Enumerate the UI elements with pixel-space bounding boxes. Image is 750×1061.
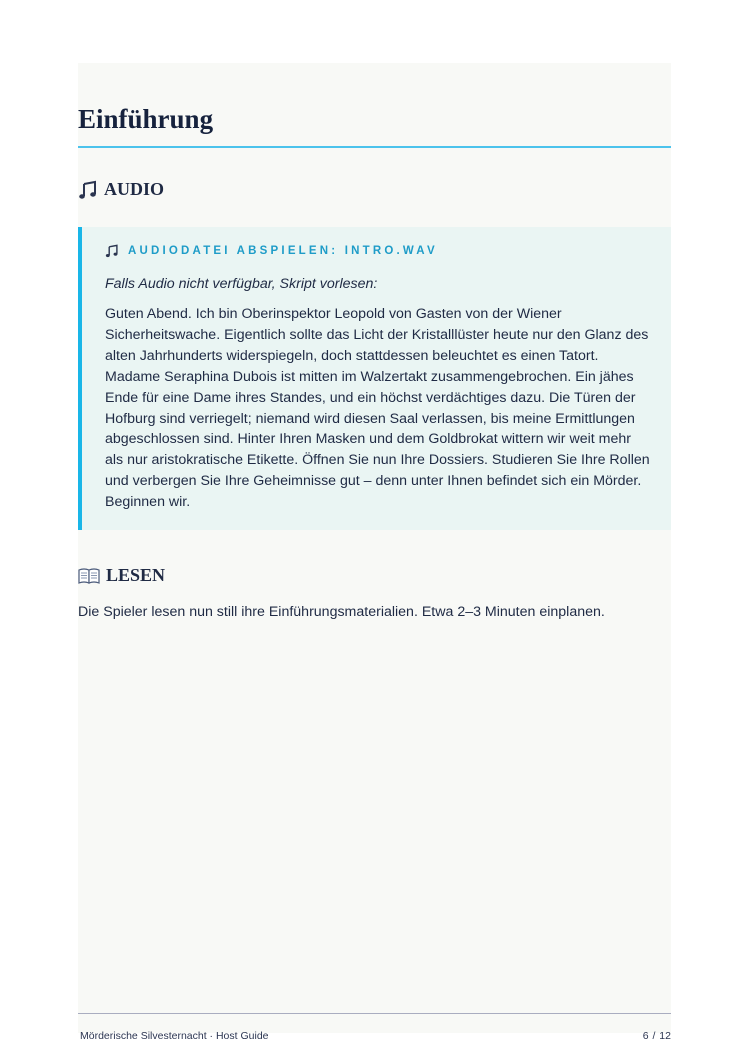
audio-callout	[78, 227, 671, 530]
audio-file-label-text: AUDIODATEI ABSPIELEN: INTRO.WAV	[128, 245, 438, 257]
read-heading-text: LESEN	[106, 565, 166, 585]
audio-fallback-note: Falls Audio nicht verfügbar, Skript vorlesen:	[105, 276, 378, 292]
intro-script-text: Guten Abend. Ich bin Oberinspektor Leopold von Gasten von der Wiener Sicherheitswache. Eigentlich sollte das Licht der Kristalllüster heute nur den Glanz des alten Jahrhunderts widerspiegeln, doch stattdessen beleuchtet es einen Tatort. Madame Seraphina Dubois ist mitten im Walzertakt zusammengebrochen. Ein jähes Ende für eine Dame ihres Standes, und ein höchst verdächtiges dazu. Die Türen der Hofburg sind verriegelt; niemand wird diesen Saal verlassen, bis meine Ermittlungen abgeschlossen sind. Hinter Ihren Masken und dem Goldbrokat wittern wir weit mehr als nur aristokratische Etikette. Öffnen Sie nun Ihre Dossiers. Studieren Sie Ihre Rollen und verbergen Sie Ihre Geheimnisse gut – denn unter Ihnen befindet sich ein Mörder. Beginnen wir.	[105, 306, 650, 511]
audio-file-label	[105, 244, 438, 258]
music-note-icon	[78, 180, 98, 200]
audio-section-heading	[78, 179, 164, 200]
open-book-icon	[78, 567, 100, 585]
footer-document-title: Mörderische Silvesternacht · Host Guide	[80, 1030, 269, 1042]
page-title: Einführung	[78, 104, 214, 134]
footer-page-number: 6 / 12	[642, 1030, 671, 1042]
audio-heading-text: AUDIO	[104, 179, 165, 199]
footer-divider	[78, 1013, 671, 1014]
read-section-heading	[78, 565, 165, 586]
document-page	[78, 63, 671, 1042]
read-instructions: Die Spieler lesen nun still ihre Einführungsmaterialien. Etwa 2–3 Minuten einplanen.	[78, 604, 605, 620]
title-divider	[78, 146, 671, 148]
music-note-icon	[105, 244, 119, 258]
